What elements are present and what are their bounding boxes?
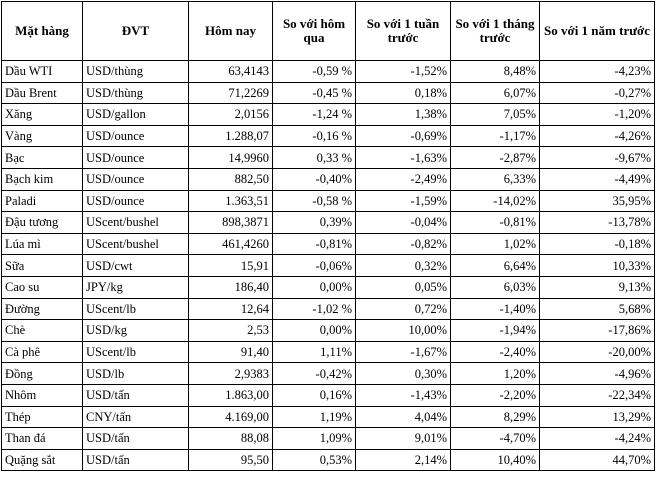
- header-vs-month: So với 1 tháng trước: [451, 2, 540, 61]
- today-price-cell: 461,4260: [189, 233, 273, 255]
- change-year-cell: 13,29%: [540, 406, 655, 428]
- header-unit: ĐVT: [83, 2, 189, 61]
- unit-cell: USD/tấn: [83, 428, 189, 450]
- commodity-name-cell: Than đá: [2, 428, 83, 450]
- commodity-name-cell: Đường: [2, 298, 83, 320]
- unit-cell: USD/thùng: [83, 82, 189, 104]
- today-price-cell: 1.288,07: [189, 125, 273, 147]
- table-row: [2, 341, 655, 363]
- today-price-cell: 1.863,00: [189, 384, 273, 406]
- change-week-cell: 9,01%: [356, 428, 451, 450]
- table-row: [2, 82, 655, 104]
- change-month-cell: -2,40%: [451, 341, 540, 363]
- change-year-cell: -9,67%: [540, 147, 655, 169]
- unit-cell: CNY/tấn: [83, 406, 189, 428]
- unit-cell: JPY/kg: [83, 276, 189, 298]
- change-month-cell: -1,94%: [451, 320, 540, 342]
- commodity-name-cell: Sữa: [2, 255, 83, 277]
- change-year-cell: -13,78%: [540, 212, 655, 234]
- commodity-name-cell: Cao su: [2, 276, 83, 298]
- change-month-cell: 10,40%: [451, 449, 540, 471]
- change-week-cell: 0,72%: [356, 298, 451, 320]
- change-week-cell: -0,04%: [356, 212, 451, 234]
- today-price-cell: 15,91: [189, 255, 273, 277]
- change-month-cell: -2,87%: [451, 147, 540, 169]
- commodity-name-cell: Xăng: [2, 104, 83, 126]
- change-month-cell: -1,40%: [451, 298, 540, 320]
- change-year-cell: -4,26%: [540, 125, 655, 147]
- change-week-cell: 1,38%: [356, 104, 451, 126]
- change-week-cell: 2,14%: [356, 449, 451, 471]
- unit-cell: USD/tấn: [83, 384, 189, 406]
- change-year-cell: 10,33%: [540, 255, 655, 277]
- change-year-cell: -0,27%: [540, 82, 655, 104]
- change-day-cell: 0,00%: [273, 320, 356, 342]
- commodity-name-cell: Đậu tương: [2, 212, 83, 234]
- change-year-cell: 9,13%: [540, 276, 655, 298]
- change-week-cell: -1,52%: [356, 61, 451, 83]
- change-month-cell: 6,07%: [451, 82, 540, 104]
- unit-cell: USD/thùng: [83, 61, 189, 83]
- change-month-cell: 6,33%: [451, 168, 540, 190]
- change-year-cell: -4,23%: [540, 61, 655, 83]
- change-year-cell: -4,96%: [540, 363, 655, 385]
- header-commodity: Mặt hàng: [2, 2, 83, 61]
- header-vs-week: So với 1 tuần trước: [356, 2, 451, 61]
- change-day-cell: -0,40%: [273, 168, 356, 190]
- commodity-name-cell: Vàng: [2, 125, 83, 147]
- change-day-cell: -1,24 %: [273, 104, 356, 126]
- today-price-cell: 95,50: [189, 449, 273, 471]
- unit-cell: USD/ounce: [83, 168, 189, 190]
- change-week-cell: -0,69%: [356, 125, 451, 147]
- table-row: [2, 363, 655, 385]
- today-price-cell: 88,08: [189, 428, 273, 450]
- table-row: [2, 190, 655, 212]
- table-row: [2, 449, 655, 471]
- unit-cell: USD/tấn: [83, 449, 189, 471]
- table-row: [2, 298, 655, 320]
- unit-cell: USD/gallon: [83, 104, 189, 126]
- table-row: [2, 384, 655, 406]
- change-year-cell: 44,70%: [540, 449, 655, 471]
- change-year-cell: -22,34%: [540, 384, 655, 406]
- table-row: [2, 104, 655, 126]
- unit-cell: UScent/lb: [83, 298, 189, 320]
- change-month-cell: 8,48%: [451, 61, 540, 83]
- change-month-cell: -0,81%: [451, 212, 540, 234]
- change-month-cell: 6,03%: [451, 276, 540, 298]
- change-day-cell: -0,16 %: [273, 125, 356, 147]
- change-week-cell: -1,67%: [356, 341, 451, 363]
- unit-cell: USD/ounce: [83, 190, 189, 212]
- today-price-cell: 91,40: [189, 341, 273, 363]
- unit-cell: USD/ounce: [83, 125, 189, 147]
- change-week-cell: 0,05%: [356, 276, 451, 298]
- table-row: [2, 320, 655, 342]
- change-day-cell: 1,11%: [273, 341, 356, 363]
- change-year-cell: -20,00%: [540, 341, 655, 363]
- change-week-cell: -0,82%: [356, 233, 451, 255]
- change-week-cell: -1,43%: [356, 384, 451, 406]
- change-week-cell: -1,59%: [356, 190, 451, 212]
- change-day-cell: 0,33 %: [273, 147, 356, 169]
- change-week-cell: 4,04%: [356, 406, 451, 428]
- table-row: [2, 212, 655, 234]
- change-day-cell: -0,45 %: [273, 82, 356, 104]
- change-month-cell: 7,05%: [451, 104, 540, 126]
- change-month-cell: 8,29%: [451, 406, 540, 428]
- header-vs-yesterday: So với hôm qua: [273, 2, 356, 61]
- unit-cell: USD/lb: [83, 363, 189, 385]
- table-row: [2, 406, 655, 428]
- commodity-name-cell: Đồng: [2, 363, 83, 385]
- today-price-cell: 14,9960: [189, 147, 273, 169]
- change-day-cell: 1,09%: [273, 428, 356, 450]
- change-month-cell: -14,02%: [451, 190, 540, 212]
- change-month-cell: 6,64%: [451, 255, 540, 277]
- change-year-cell: -17,86%: [540, 320, 655, 342]
- commodity-name-cell: Lúa mì: [2, 233, 83, 255]
- change-week-cell: -2,49%: [356, 168, 451, 190]
- change-month-cell: -1,17%: [451, 125, 540, 147]
- change-day-cell: -0,81%: [273, 233, 356, 255]
- today-price-cell: 12,64: [189, 298, 273, 320]
- change-year-cell: -4,49%: [540, 168, 655, 190]
- commodity-name-cell: Bạc: [2, 147, 83, 169]
- change-day-cell: 0,16%: [273, 384, 356, 406]
- change-year-cell: -4,24%: [540, 428, 655, 450]
- unit-cell: USD/cwt: [83, 255, 189, 277]
- commodity-name-cell: Nhôm: [2, 384, 83, 406]
- change-year-cell: -0,18%: [540, 233, 655, 255]
- table-row: [2, 233, 655, 255]
- table-body: [2, 61, 655, 471]
- unit-cell: UScent/lb: [83, 341, 189, 363]
- change-year-cell: 5,68%: [540, 298, 655, 320]
- change-month-cell: -4,70%: [451, 428, 540, 450]
- today-price-cell: 63,4143: [189, 61, 273, 83]
- commodity-price-table: [1, 1, 655, 471]
- change-day-cell: 1,19%: [273, 406, 356, 428]
- change-month-cell: 1,20%: [451, 363, 540, 385]
- table-row: [2, 125, 655, 147]
- change-day-cell: 0,53%: [273, 449, 356, 471]
- change-day-cell: -0,59 %: [273, 61, 356, 83]
- change-week-cell: 0,18%: [356, 82, 451, 104]
- commodity-name-cell: Dầu WTI: [2, 61, 83, 83]
- change-day-cell: 0,00%: [273, 276, 356, 298]
- change-day-cell: -0,58 %: [273, 190, 356, 212]
- today-price-cell: 2,0156: [189, 104, 273, 126]
- today-price-cell: 1.363,51: [189, 190, 273, 212]
- commodity-name-cell: Bạch kim: [2, 168, 83, 190]
- table-row: [2, 61, 655, 83]
- header-vs-year: So với 1 năm trước: [540, 2, 655, 61]
- change-month-cell: -2,20%: [451, 384, 540, 406]
- table-row: [2, 276, 655, 298]
- today-price-cell: 71,2269: [189, 82, 273, 104]
- header-today: Hôm nay: [189, 2, 273, 61]
- change-day-cell: 0,39%: [273, 212, 356, 234]
- today-price-cell: 4.169,00: [189, 406, 273, 428]
- change-week-cell: 0,32%: [356, 255, 451, 277]
- change-week-cell: -1,63%: [356, 147, 451, 169]
- change-year-cell: -1,20%: [540, 104, 655, 126]
- table-row: [2, 168, 655, 190]
- unit-cell: UScent/bushel: [83, 212, 189, 234]
- today-price-cell: 2,53: [189, 320, 273, 342]
- change-month-cell: 1,02%: [451, 233, 540, 255]
- commodity-name-cell: Dầu Brent: [2, 82, 83, 104]
- table-row: [2, 255, 655, 277]
- table-row: [2, 428, 655, 450]
- change-year-cell: 35,95%: [540, 190, 655, 212]
- change-day-cell: -0,42%: [273, 363, 356, 385]
- today-price-cell: 898,3871: [189, 212, 273, 234]
- today-price-cell: 2,9383: [189, 363, 273, 385]
- table-row: [2, 147, 655, 169]
- commodity-name-cell: Thép: [2, 406, 83, 428]
- header-row: [2, 2, 655, 61]
- change-day-cell: -0,06%: [273, 255, 356, 277]
- today-price-cell: 882,50: [189, 168, 273, 190]
- commodity-name-cell: Quặng sắt: [2, 449, 83, 471]
- commodity-name-cell: Cà phê: [2, 341, 83, 363]
- today-price-cell: 186,40: [189, 276, 273, 298]
- commodity-name-cell: Paladi: [2, 190, 83, 212]
- change-week-cell: 0,30%: [356, 363, 451, 385]
- unit-cell: UScent/bushel: [83, 233, 189, 255]
- change-day-cell: -1,02 %: [273, 298, 356, 320]
- unit-cell: USD/ounce: [83, 147, 189, 169]
- unit-cell: USD/kg: [83, 320, 189, 342]
- change-week-cell: 10,00%: [356, 320, 451, 342]
- commodity-name-cell: Chè: [2, 320, 83, 342]
